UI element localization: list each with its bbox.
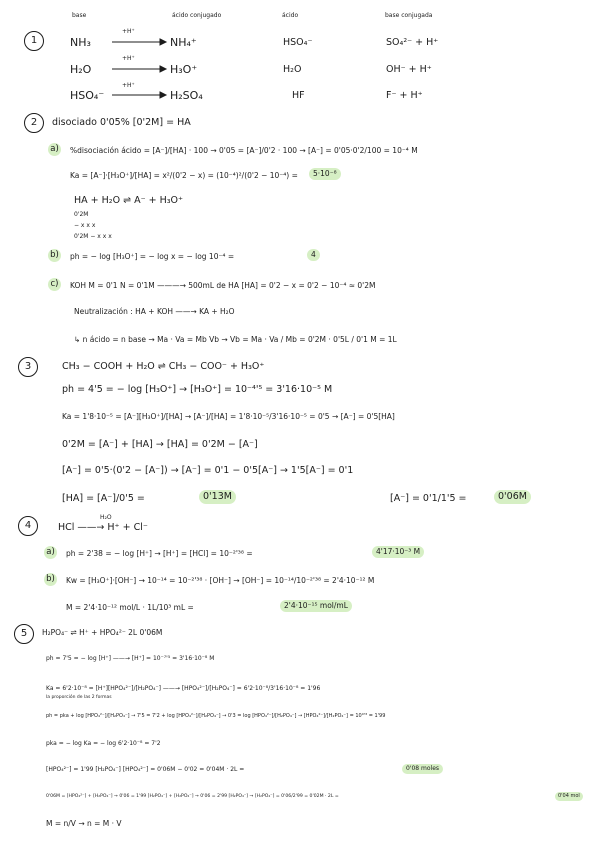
p4-hcl-result: 4'17·10⁻³ M — [372, 546, 424, 558]
p5-line2-note: la proporción de las 2 formas — [46, 695, 112, 700]
p2-ka-result: 5·10⁻⁸ — [309, 168, 341, 180]
p1-row1-arrow-label: +H⁺ — [122, 28, 135, 35]
header-base: base — [72, 12, 87, 19]
p4-a-label: a) — [44, 546, 57, 559]
p4-b-line1: Kw = [H₃O⁺]·[OH⁻] → 10⁻¹⁴ = 10⁻²'³⁸ · [OH⁻] → [OH⁻] = 10⁻¹⁴/10⁻²'³⁸ = 2'4·10⁻¹² M — [66, 576, 375, 585]
problem-3-number: 3 — [18, 357, 38, 377]
problem-5-number: 5 — [14, 624, 34, 644]
p2-c-line2: Neutralización : HA + KOH ——→ KA + H₂O — [74, 307, 235, 316]
p3-ha-result: 0'13M — [199, 490, 236, 504]
p1-row2-right: H₃O⁺ — [170, 63, 198, 76]
p4-a-line1: ph = 2'38 = − log [H⁺] → [H⁺] = [HCl] = 10⁻²'³⁸ = — [66, 549, 253, 558]
p1-row3-arrow-label: +H⁺ — [122, 82, 135, 89]
p3-a-result: 0'06M — [494, 490, 531, 504]
p2-a-label: a) — [48, 143, 61, 156]
p3-line5: [HA] = [A⁻]/0'5 = — [62, 493, 145, 504]
problem-4-number: 4 — [18, 516, 38, 536]
p2-a-line1: %disociación ácido = [A⁻]/[HA] · 100 → 0'05 = [A⁻]/0'2 · 100 → [A⁻] = 0'05·0'2/100 = 10⁻⁴ M — [70, 146, 418, 155]
p2-a-line2: Ka = [A⁻]·[H₃O⁺]/[HA] = x²/(0'2 − x) = (10⁻⁴)²/(0'2 − 10⁻⁴) = — [70, 171, 298, 180]
p5-line5: [HPO₄²⁻] = 1'99 [H₂PO₄⁻] [HPO₄²⁻] = 0'06M − 0'02 = 0'04M · 2L = — [46, 766, 245, 773]
p2-b-label: b) — [48, 249, 61, 262]
p4-b-line2: M = 2'4·10⁻¹² mol/L · 1L/10³ mL = — [66, 603, 194, 612]
p3-line6: [A⁻] = 0'1/1'5 = — [390, 493, 467, 504]
p4-arrow-label: H₂O — [100, 514, 112, 521]
p1-row1-acid: HSO₄⁻ — [283, 37, 313, 48]
p2-title: disociado 0'05% [0'2M] = HA — [52, 117, 191, 128]
p2-ice-equilibrium: 0'2M − x x x — [74, 233, 112, 240]
p2-b-line1: ph = − log [H₃O⁺] = − log x = − log 10⁻⁴ = — [70, 252, 235, 261]
p1-row2-acid: H₂O — [283, 64, 302, 75]
p1-row3-right: H₂SO₄ — [170, 89, 203, 102]
p5-line7: M = n/V → n = M · V — [46, 819, 122, 828]
p5-line4: pka = − log Ka = − log 6'2·10⁻⁸ = 7'2 — [46, 740, 161, 747]
p5-equilibrium: H₂PO₄⁻ ⇌ H⁺ + HPO₄²⁻ 2L 0'06M — [42, 628, 163, 637]
problem-1-number: 1 — [24, 31, 44, 51]
p2-equilibrium: HA + H₂O ⇌ A⁻ + H₃O⁺ — [74, 195, 184, 206]
p2-c-line1: KOH M = 0'1 N = 0'1M ———→ 500mL de HA [HA] = 0'2 − x = 0'2 − 10⁻⁴ ≈ 0'2M — [70, 281, 376, 290]
p2-c-label: c) — [48, 278, 61, 291]
p4-b-label: b) — [44, 573, 57, 586]
p1-row3-left: HSO₄⁻ — [70, 89, 105, 102]
p2-ice-initial: 0'2M — [74, 211, 89, 218]
p4-molarity-result: 2'4·10⁻¹⁵ mol/mL — [280, 600, 352, 612]
p5-mol-result: 0'04 mol — [555, 792, 583, 801]
p5-line1: ph = 7'5 = − log [H⁺] ——→ [H⁺] = 10⁻⁷'⁵ = 3'16·10⁻⁸ M — [46, 655, 215, 662]
p2-ice-change: − x x x — [74, 222, 96, 229]
p4-equilibrium: HCl ——→ H⁺ + Cl⁻ — [58, 522, 148, 533]
p3-equilibrium: CH₃ − COOH + H₂O ⇌ CH₃ − COO⁻ + H₃O⁺ — [62, 361, 265, 372]
p1-row1-base: SO₄²⁻ + H⁺ — [386, 37, 439, 48]
p2-ph-result: 4 — [307, 249, 320, 261]
p3-line1: ph = 4'5 = − log [H₃O⁺] → [H₃O⁺] = 10⁻⁴'⁵ = 3'16·10⁻⁵ M — [62, 384, 333, 395]
p3-line3: 0'2M = [A⁻] + [HA] → [HA] = 0'2M − [A⁻] — [62, 439, 258, 450]
p5-line6: 0'06M = [HPO₄²⁻] + [H₂PO₄⁻] → 0'06 = 1'99 [H₂PO₄⁻] + [H₂PO₄⁻] → 0'06 = 2'99 [H₂PO₄⁻] → [H₂PO₄⁻] = 0'06/2'99 = 0'02M · 2L = — [46, 794, 339, 799]
problem-2-number: 2 — [24, 113, 44, 133]
p5-moles-result: 0'08 moles — [402, 764, 443, 774]
p2-c-line3: ↳ n ácido = n base → Ma · Va = Mb Vb → Vb = Ma · Va / Mb = 0'2M · 0'5L / 0'1 M = 1L — [74, 335, 397, 344]
p1-row1-left: NH₃ — [70, 36, 91, 49]
header-conj-base: base conjugada — [385, 12, 433, 19]
p1-row3-base: F⁻ + H⁺ — [386, 90, 423, 101]
p1-row2-base: OH⁻ + H⁺ — [386, 64, 432, 75]
p1-row1-right: NH₄⁺ — [170, 36, 197, 49]
header-acid: ácido — [282, 12, 299, 19]
p5-line3: ph = pka + log [HPO₄²⁻]/[H₂PO₄⁻] → 7'5 = 7'2 + log [HPO₄²⁻]/[H₂PO₄⁻] → 0'3 = log [HPO₄²⁻]/[H₂PO₄⁻] → [HPO₄²⁻]/[H₂PO₄⁻] = 10⁰'³ = 1'99 — [46, 713, 386, 719]
p5-line2: Ka = 6'2·10⁻⁸ = [H⁺][HPO₄²⁻]/[H₂PO₄⁻] ——→ [HPO₄²⁻]/[H₂PO₄⁻] = 6'2·10⁻⁸/3'16·10⁻⁸ = 1'96 — [46, 685, 321, 692]
p3-line4: [A⁻] = 0'5·(0'2 − [A⁻]) → [A⁻] = 0'1 − 0'5[A⁻] → 1'5[A⁻] = 0'1 — [62, 465, 354, 476]
header-conj-acid: ácido conjugado — [172, 12, 222, 19]
p3-line2: Ka = 1'8·10⁻⁵ = [A⁻][H₃O⁺]/[HA] → [A⁻]/[HA] = 1'8·10⁻⁵/3'16·10⁻⁵ = 0'5 → [A⁻] = 0'5[HA] — [62, 412, 395, 421]
p1-row2-arrow-label: +H⁺ — [122, 55, 135, 62]
p1-row3-acid: HF — [292, 90, 305, 101]
p1-row2-left: H₂O — [70, 63, 92, 76]
